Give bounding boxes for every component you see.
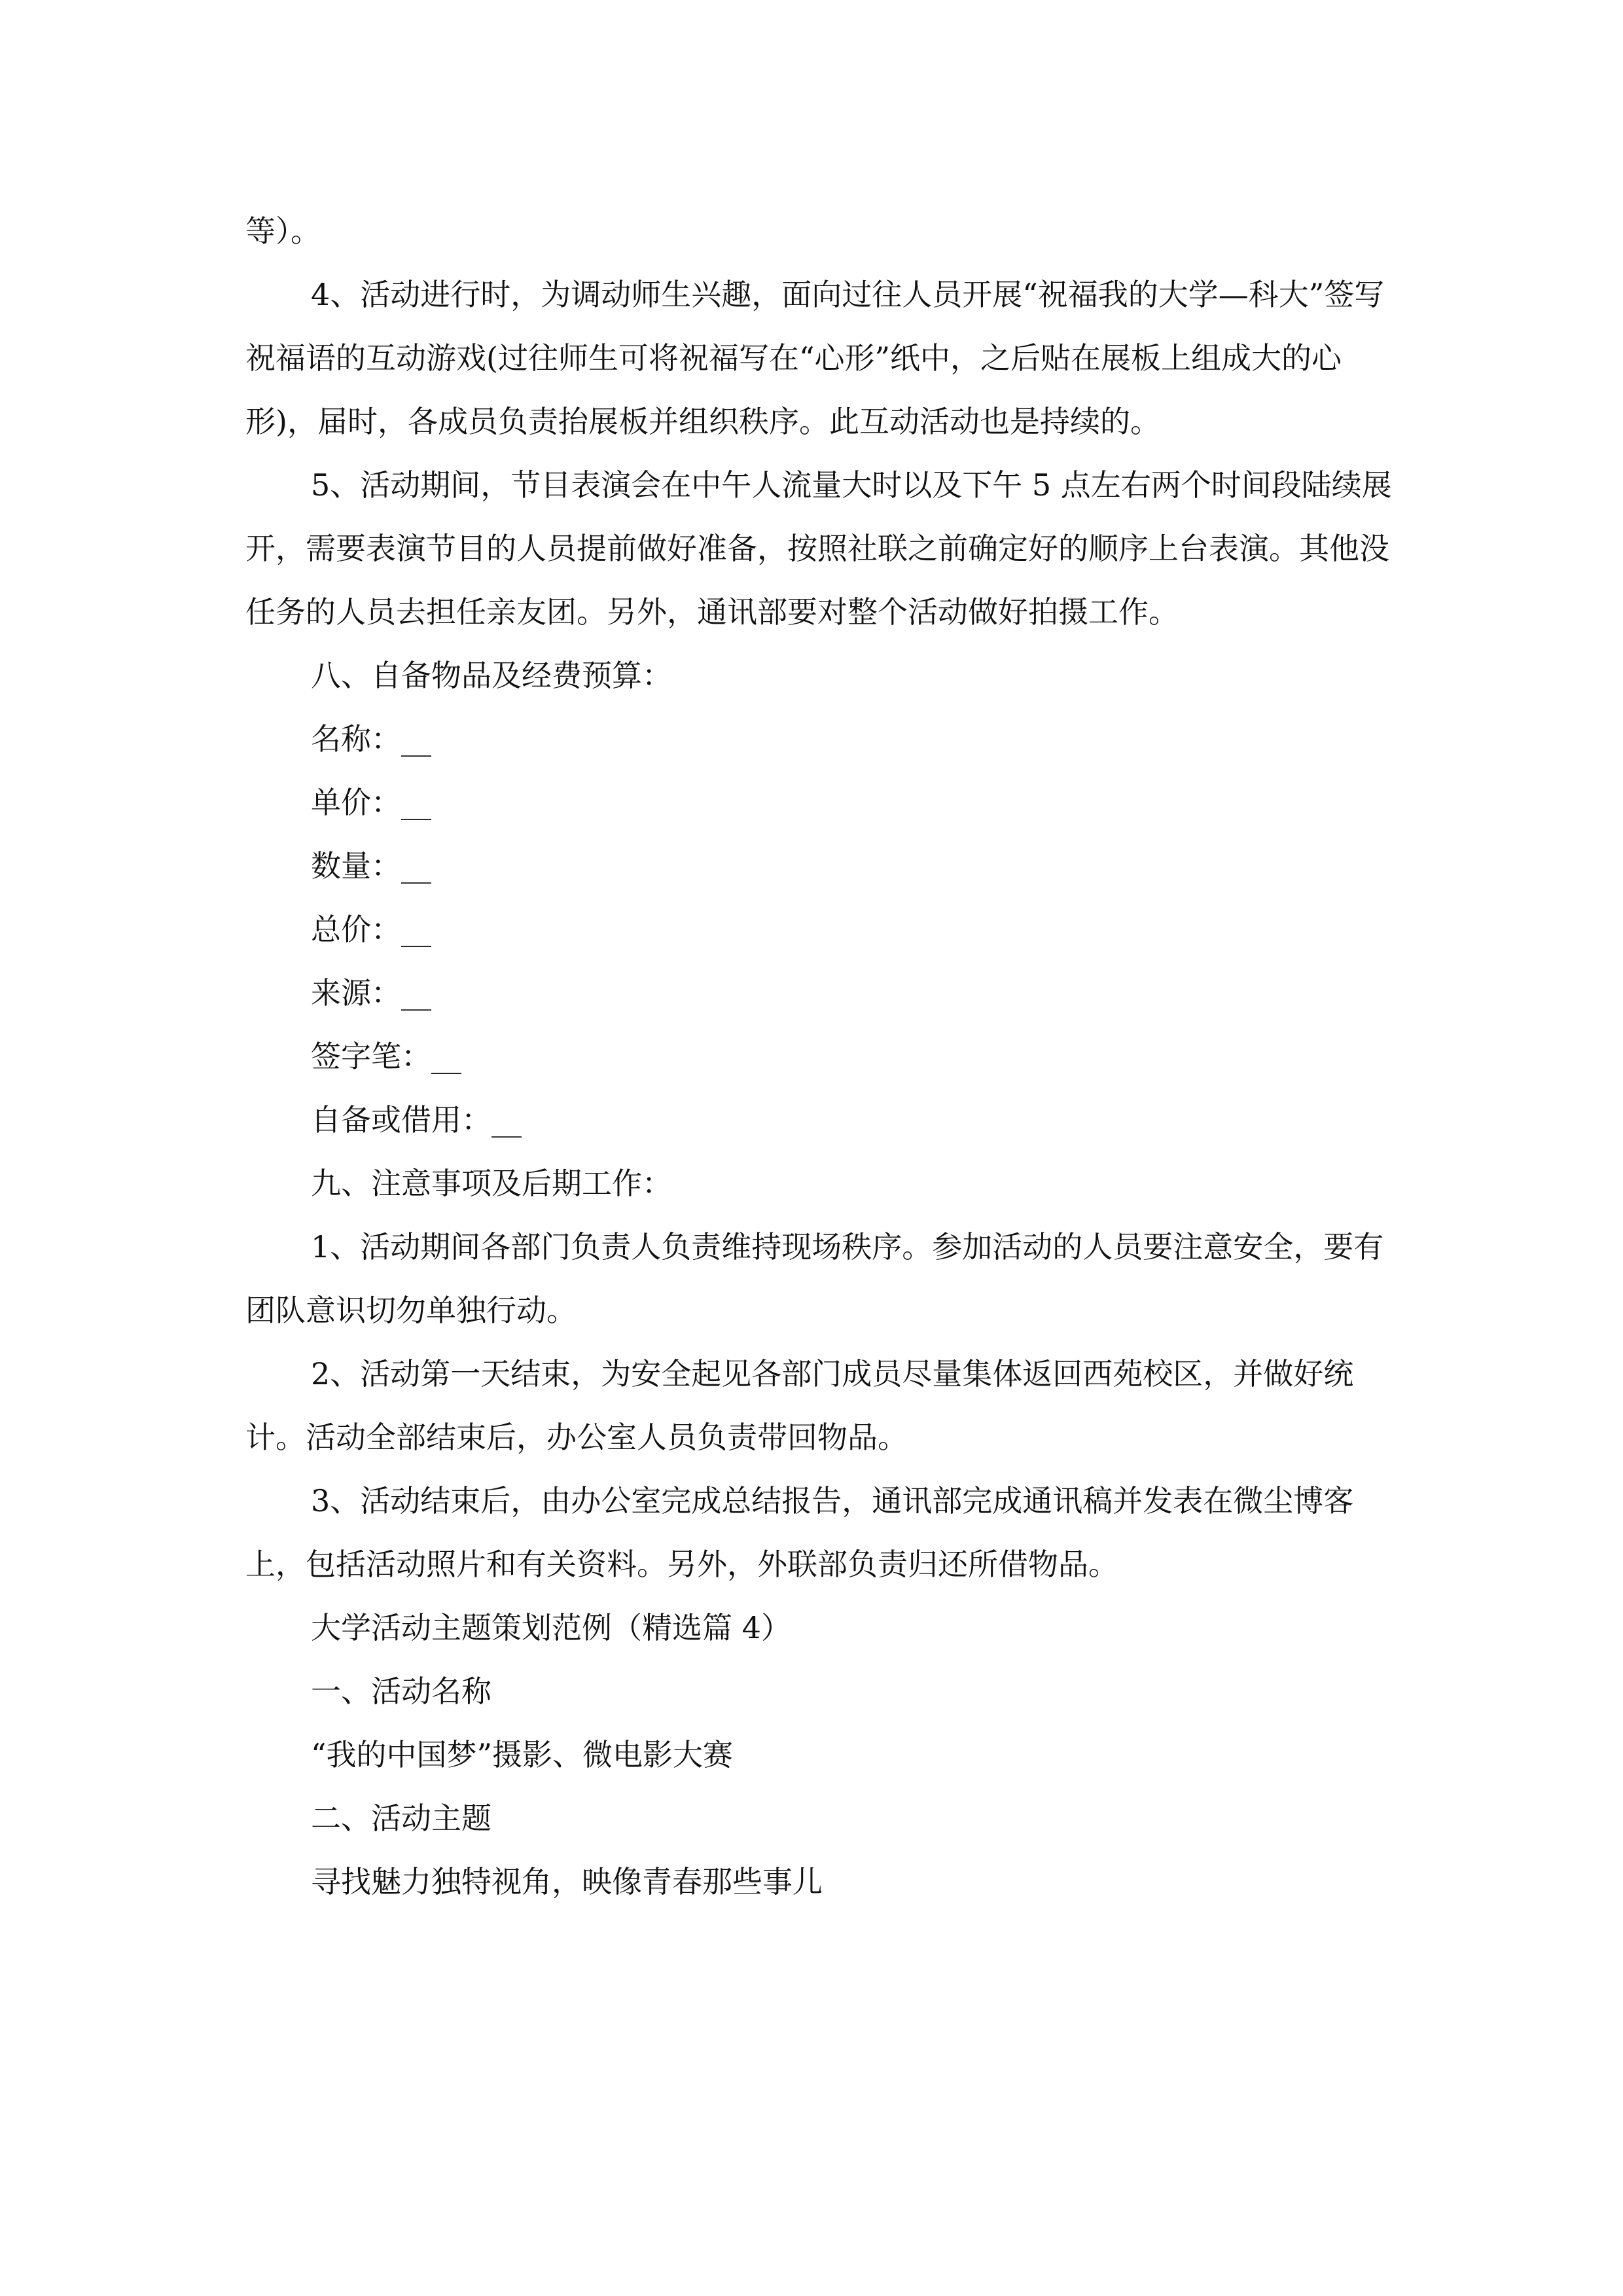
document-body xyxy=(245,200,1397,1914)
section-heading-9: 九、注意事项及后期工作： xyxy=(311,1166,672,1201)
article-title: 大学活动主题策划范例（精选篇 4） xyxy=(311,1610,791,1645)
activity-theme: 寻找魅力独特视角，映像青春那些事儿 xyxy=(311,1864,823,1899)
paragraph-item-5: 5、活动期间，节目表演会在中午人流量大时以及下午 5 点左右两个时间段陆续展开，需要表演节目的人员提前做好准备，按照社联之前确定好的顺序上台表演。其他没任务的人员去担任亲友团。另外，通讯部要对整个活动做好拍摄工作。 xyxy=(245,467,1392,630)
section-heading-1: 一、活动名称 xyxy=(311,1674,491,1709)
field-source: 来源：__ xyxy=(311,975,431,1011)
note-item-2: 2、活动第一天结束，为安全起见各部门成员尽量集体返回西苑校区，并做好统计。活动全部结束后，办公室人员负责带回物品。 xyxy=(245,1356,1354,1455)
paragraph-item-4: 4、活动进行时，为调动师生兴趣，面向过往人员开展“祝福我的大学—科大”签写祝福语的互动游戏(过往师生可将祝福写在“心形”纸中，之后贴在展板上组成大的心形)，届时，各成员负责抬展板并组织秩序。此互动活动也是持续的。 xyxy=(245,277,1385,439)
note-item-3: 3、活动结束后，由办公室完成总结报告，通讯部完成通讯稿并发表在微尘博客上，包括活动照片和有关资料。另外，外联部负责归还所借物品。 xyxy=(245,1483,1354,1582)
field-name: 名称：__ xyxy=(311,721,431,757)
activity-name: “我的中国梦”摄影、微电影大赛 xyxy=(311,1737,734,1772)
section-heading-2: 二、活动主题 xyxy=(311,1801,491,1836)
note-item-1: 1、活动期间各部门负责人负责维持现场秩序。参加活动的人员要注意安全，要有团队意识切勿单独行动。 xyxy=(245,1229,1384,1328)
field-total-price: 总价：__ xyxy=(311,912,431,947)
field-own-or-borrow: 自备或借用：__ xyxy=(311,1102,522,1138)
paragraph-continuation: 等）。 xyxy=(245,213,321,249)
field-quantity: 数量：__ xyxy=(311,848,431,884)
field-pen: 签字笔：__ xyxy=(311,1039,461,1074)
field-unit-price: 单价：__ xyxy=(311,785,431,820)
section-heading-8: 八、自备物品及经费预算： xyxy=(311,658,672,693)
